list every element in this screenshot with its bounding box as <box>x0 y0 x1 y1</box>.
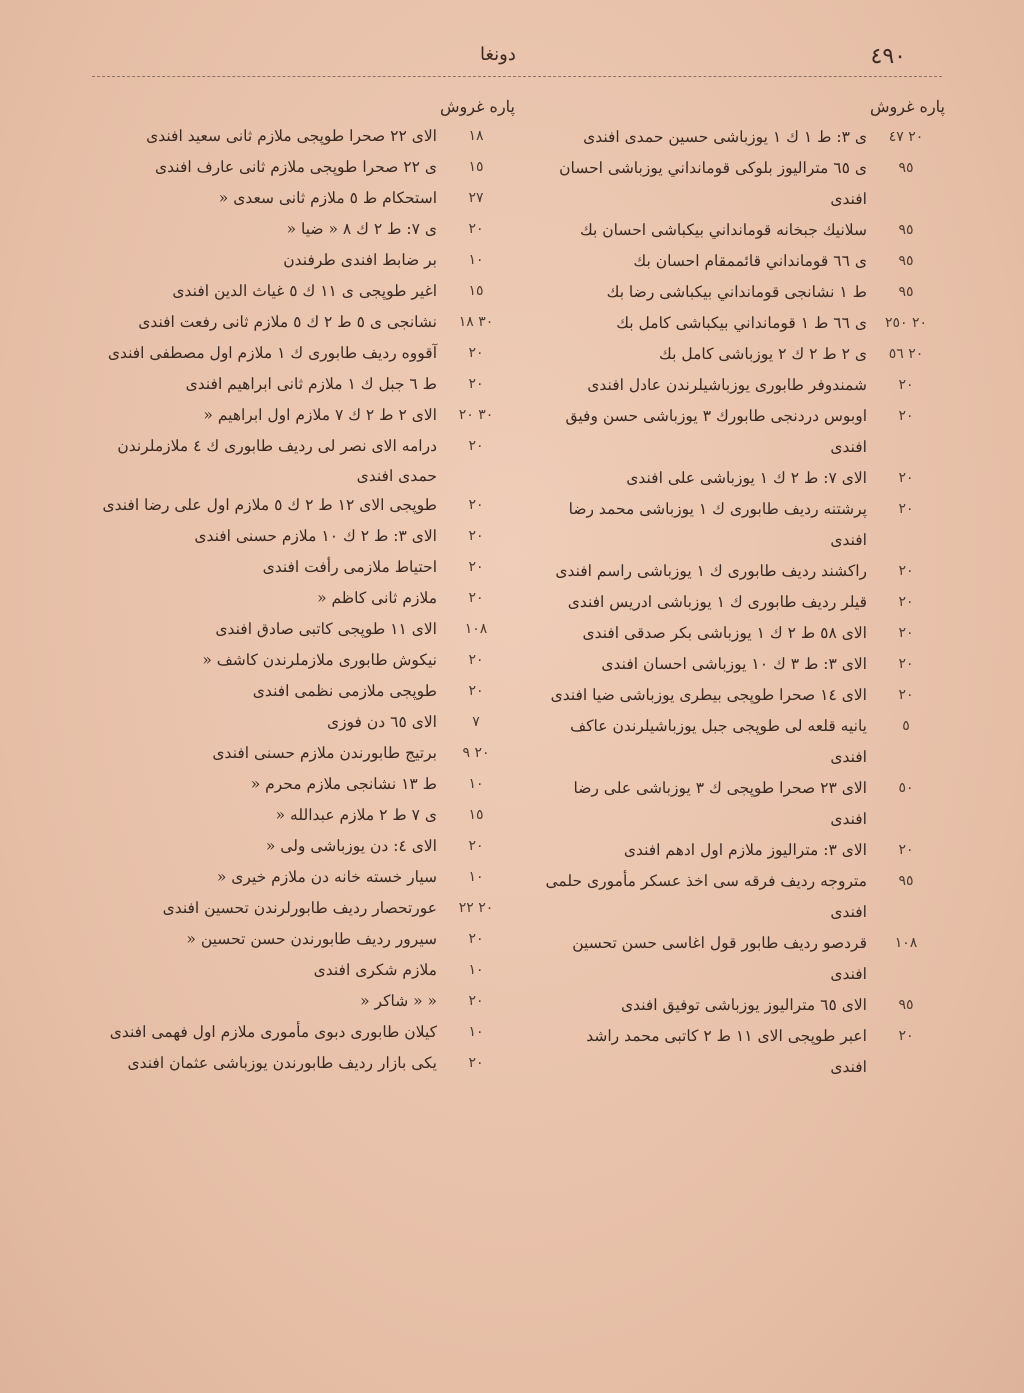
list-item <box>545 556 945 587</box>
list-item <box>100 677 515 708</box>
entry-list <box>545 122 945 1083</box>
entry-amount: ٩٥ <box>898 997 914 1013</box>
entry-text: الاى ١١ طوپجى كاتبى صادق افندى <box>215 620 437 639</box>
entry-amount: ١٠ <box>468 1024 484 1041</box>
entry-amount: ٢٠ <box>468 376 484 392</box>
entry-text: الاى ٢ ط ٢ ك ٧ ملازم اول ابراهيم « <box>203 406 437 424</box>
list-item <box>545 773 945 835</box>
entry-text: متروجه رديف فرقه سى اخذ عسكر مأمورى حلمى افندى <box>545 872 867 921</box>
entry-amount: ٢٠ <box>468 931 484 948</box>
entry-amount: ٢٠ ٤٧ <box>888 129 924 145</box>
list-item <box>100 553 515 584</box>
entry-text: كيلان طابورى دبوى مأمورى ملازم اول فهمى افندى <box>109 1023 437 1042</box>
entry-text: ی ٦٥ مترالیوز بلوکى قومانداني يوزباشى احسان افندى <box>559 159 867 208</box>
list-item <box>100 432 515 491</box>
entry-amount: ٢٠ <box>468 1055 484 1072</box>
entry-amount: ٩٥ <box>898 284 914 300</box>
entry-amount: ١٥ <box>468 283 484 299</box>
entry-amount: ١٠٨ <box>894 935 918 951</box>
entry-text: ی ٢٢ صحرا طوپجى ملازم ثانى عارف افندى <box>155 158 437 176</box>
entry-text: سلانيك جبخانه قومانداني بيكباشى احسان بك <box>579 221 867 239</box>
entry-text: عورتحصار رديف طابورلرندن تحسين افندى <box>162 899 437 918</box>
entry-text: ی ٦٦ ط ١ قومانداني بيكباشى كامل بك <box>616 314 867 332</box>
entry-amount: ١٥ <box>468 159 484 175</box>
entry-amount: ٩٥ <box>898 222 914 238</box>
entry-text: الاى ٢٣ صحرا طوپجى ك ٣ يوزباشى على رضا افندى <box>573 779 867 828</box>
entry-amount: ١٥ <box>468 807 484 824</box>
entry-amount: ١٠٨ <box>464 621 488 638</box>
list-item <box>545 494 945 556</box>
entry-text: طوپجى الاى ١٢ ط ٢ ك ٥ ملازم اول على رضا افندى <box>102 496 437 515</box>
list-item <box>100 584 515 615</box>
entry-text: ط ١ نشانجى قومانداني بيكباشى رضا بك <box>606 283 867 301</box>
right-column <box>545 92 945 1083</box>
entry-text: سيار خسته خانه دن ملازم خيرى « <box>216 868 437 887</box>
list-item <box>545 1021 945 1083</box>
list-item <box>100 1018 515 1049</box>
entry-text: ی ٢ ط ٢ ك ٢ يوزباشى كامل بك <box>659 345 867 363</box>
entry-amount: ٢٠ <box>468 528 484 545</box>
entry-text: برتيج طابورندن ملازم حسنى افندى <box>212 744 437 763</box>
entry-text: ی ٦٦ قومانداني قائممقام احسان بك <box>633 252 867 270</box>
entry-text: بر ضابط افندى طرفندن <box>283 251 437 269</box>
list-item <box>100 956 515 987</box>
entry-text: ط ٦ جبل ك ١ ملازم ثانى ابراهيم افندى <box>185 375 437 393</box>
list-item <box>545 680 945 711</box>
entry-text: احتياط ملازمى رأفت افندى <box>262 558 437 577</box>
entry-amount: ٢٧ <box>468 190 484 206</box>
column-header: پاره غروش <box>870 97 945 116</box>
list-item <box>545 401 945 463</box>
list-item <box>545 990 945 1021</box>
list-item <box>100 925 515 956</box>
entry-amount: ٢٠ <box>468 221 484 237</box>
entry-text: ی ٣: ط ١ ك ١ يوزباشى حسين حمدى افندى <box>583 128 867 146</box>
entry-text: « « شاكر « <box>360 992 437 1011</box>
entry-amount: ٢٠ ٩ <box>462 745 490 762</box>
entry-amount: ٢٠ <box>898 656 914 672</box>
entry-amount: ٢٠ <box>898 842 914 858</box>
entry-text: الاى ٤: دن يوزباشى ولى « <box>265 837 437 856</box>
list-item <box>100 894 515 925</box>
entry-amount: ٢٠ <box>468 559 484 576</box>
entry-amount: ٢٠ <box>468 497 484 514</box>
entry-text: الاى ٢٢ صحرا طوپجى ملازم ثانى سعيد افندى <box>146 127 437 145</box>
entry-text: الاى ٥٨ ط ٢ ك ١ يوزباشى بكر صدقى افندى <box>582 624 867 642</box>
entry-text: شمندوفر طابوری یوزباشیلرندن عادل افندى <box>587 376 867 394</box>
list-item <box>545 711 945 773</box>
list-item <box>545 587 945 618</box>
list-item <box>100 863 515 894</box>
entry-text: سيرور رديف طابورندن حسن تحسين « <box>186 930 437 949</box>
entry-text: درامه الاى نصر لى رديف طابورى ك ٤ ملازملرندن حمدى افندى <box>117 437 437 485</box>
entry-amount: ٢٠ <box>468 590 484 607</box>
entry-amount: ١٠ <box>468 776 484 793</box>
list-item <box>545 463 945 494</box>
list-item <box>100 522 515 553</box>
entry-amount: ١٠ <box>468 252 484 268</box>
list-item <box>545 153 945 215</box>
entry-text: الاى ٣: ط ٢ ك ١٠ ملازم حسنى افندى <box>194 527 437 546</box>
entry-amount: ٣٠ ٢٠ <box>458 407 494 423</box>
entry-text: الاى ١٤ صحرا طوپجى بيطرى يوزباشى ضيا افندى <box>550 686 867 704</box>
entry-amount: ٢٠ <box>468 652 484 669</box>
entry-text: ی ٧ ط ٢ ملازم عبدالله « <box>275 806 437 825</box>
entry-amount: ٢٠ <box>468 438 484 454</box>
list-item <box>545 370 945 401</box>
entry-amount: ٧ <box>472 714 480 731</box>
entry-text: نيكوش طابورى ملازملرندن كاشف « <box>202 651 437 670</box>
entry-amount: ٢٠ <box>468 993 484 1010</box>
list-item <box>100 153 515 184</box>
entry-amount: ٩٥ <box>898 160 914 176</box>
list-item <box>100 770 515 801</box>
list-item <box>100 801 515 832</box>
entry-text: ی ٧: ط ٢ ك ٨ « ضيا « <box>286 220 437 238</box>
entry-text: يكى بازار رديف طابورندن يوزباشى عثمان افندى <box>127 1054 437 1073</box>
entry-text: راكشند رديف طابورى ك ١ يوزباشى راسم افندى <box>555 562 867 580</box>
entry-text: ملازم شكرى افندى <box>313 961 437 980</box>
entry-amount: ١٠ <box>468 962 484 979</box>
list-item <box>100 370 515 401</box>
entry-amount: ٣٠ ١٨ <box>458 314 494 330</box>
entry-text: اوبوس دردنجى طابورك ٣ يوزباشى حسن وفيق افندى <box>565 407 867 456</box>
list-item <box>100 987 515 1018</box>
entry-amount: ١٨ <box>468 128 484 144</box>
list-item <box>545 928 945 990</box>
list-item <box>545 649 945 680</box>
list-item <box>545 308 945 339</box>
entry-amount: ٩٥ <box>898 873 914 889</box>
list-item <box>100 401 515 432</box>
entry-amount: ٩٥ <box>898 253 914 269</box>
list-item <box>545 122 945 153</box>
list-item <box>545 215 945 246</box>
entry-text: ط ١٣ نشانجى ملازم محرم « <box>250 775 437 794</box>
entry-text: يانيه قلعه لى طوپجى جبل يوزباشيلرندن عاكف افندى <box>570 717 867 766</box>
entry-text: پرشتنه رديف طابورى ك ١ يوزباشى محمد رضا افندى <box>568 500 867 549</box>
entry-amount: ٢٠ ٥٦ <box>888 346 924 362</box>
entry-list <box>100 122 515 1080</box>
page-number: ٤٩٠ <box>870 44 906 69</box>
entry-text: الاى ٦٥ مترالیوز یوزباشى توفيق افندى <box>620 996 867 1014</box>
list-item <box>100 184 515 215</box>
entry-amount: ٢٠ <box>898 408 914 424</box>
list-item <box>100 122 515 153</box>
entry-text: اعبر طوپجى الاى ١١ ط ٢ كاتبى محمد راشد افندى <box>586 1027 867 1076</box>
entry-amount: ٥ <box>902 718 910 734</box>
entry-amount: ٢٠ <box>898 470 914 486</box>
list-item <box>100 1049 515 1080</box>
entry-text: الاى ٧: ط ٢ ك ١ يوزباشى على افندى <box>626 469 867 487</box>
list-item <box>100 646 515 677</box>
list-item <box>545 618 945 649</box>
entry-amount: ٢٠ <box>468 683 484 700</box>
list-item <box>100 277 515 308</box>
left-column <box>100 92 515 1080</box>
entry-text: اغير طوپجى ی ١١ ك ٥ غياث الدين افندى <box>172 282 437 300</box>
list-item <box>100 491 515 522</box>
column-header: پاره غروش <box>440 97 515 116</box>
entry-text: قيلر رديف طابورى ك ١ يوزباشى ادريس افندى <box>567 593 867 611</box>
entry-amount: ٢٠ <box>898 687 914 703</box>
entry-text: استحكام ط ٥ ملازم ثانى سعدى « <box>218 189 437 207</box>
entry-text: الاى ٦٥ دن فوزى <box>326 713 437 732</box>
list-item <box>545 339 945 370</box>
list-item <box>100 246 515 277</box>
list-item <box>100 215 515 246</box>
list-item <box>100 308 515 339</box>
entry-amount: ٢٠ <box>898 377 914 393</box>
entry-amount: ٢٠ <box>898 1028 914 1044</box>
list-item <box>545 246 945 277</box>
list-item <box>100 339 515 370</box>
entry-amount: ٢٠ <box>468 345 484 361</box>
running-title: دونغا <box>480 44 516 65</box>
entry-amount: ٢٠ <box>898 501 914 517</box>
list-item <box>100 739 515 770</box>
entry-text: قردصو رديف طابور قول اغاسى حسن تحسين افندى <box>572 934 867 983</box>
list-item <box>545 835 945 866</box>
entry-text: الاى ٣: مترالیوز ملازم اول ادهم افندى <box>623 841 867 859</box>
header-rule <box>92 76 942 77</box>
list-item <box>100 708 515 739</box>
entry-text: الاى ٣: ط ٣ ك ١٠ يوزباشى احسان افندى <box>601 655 867 673</box>
list-item <box>545 277 945 308</box>
list-item <box>100 832 515 863</box>
entry-text: آقووه رديف طابورى ك ١ ملازم اول مصطفى افندى <box>107 344 437 362</box>
entry-amount: ٢٠ <box>898 625 914 641</box>
entry-amount: ٢٠ <box>898 594 914 610</box>
list-item <box>545 866 945 928</box>
entry-text: طوپجى ملازمى نظمى افندى <box>252 682 437 701</box>
entry-text: ملازم ثانى كاظم « <box>317 589 437 608</box>
entry-amount: ٢٠ ٢٢ <box>458 900 494 917</box>
entry-amount: ٢٠ <box>898 563 914 579</box>
list-item <box>100 615 515 646</box>
entry-amount: ٢٠ <box>468 838 484 855</box>
entry-amount: ٥٠ <box>898 780 914 796</box>
entry-amount: ٢٠ ٢٥٠ <box>884 315 928 331</box>
entry-text: نشانجى ی ٥ ط ٢ ك ٥ ملازم ثانى رفعت افندى <box>138 313 437 331</box>
entry-amount: ١٠ <box>468 869 484 886</box>
page-header <box>0 38 1024 78</box>
